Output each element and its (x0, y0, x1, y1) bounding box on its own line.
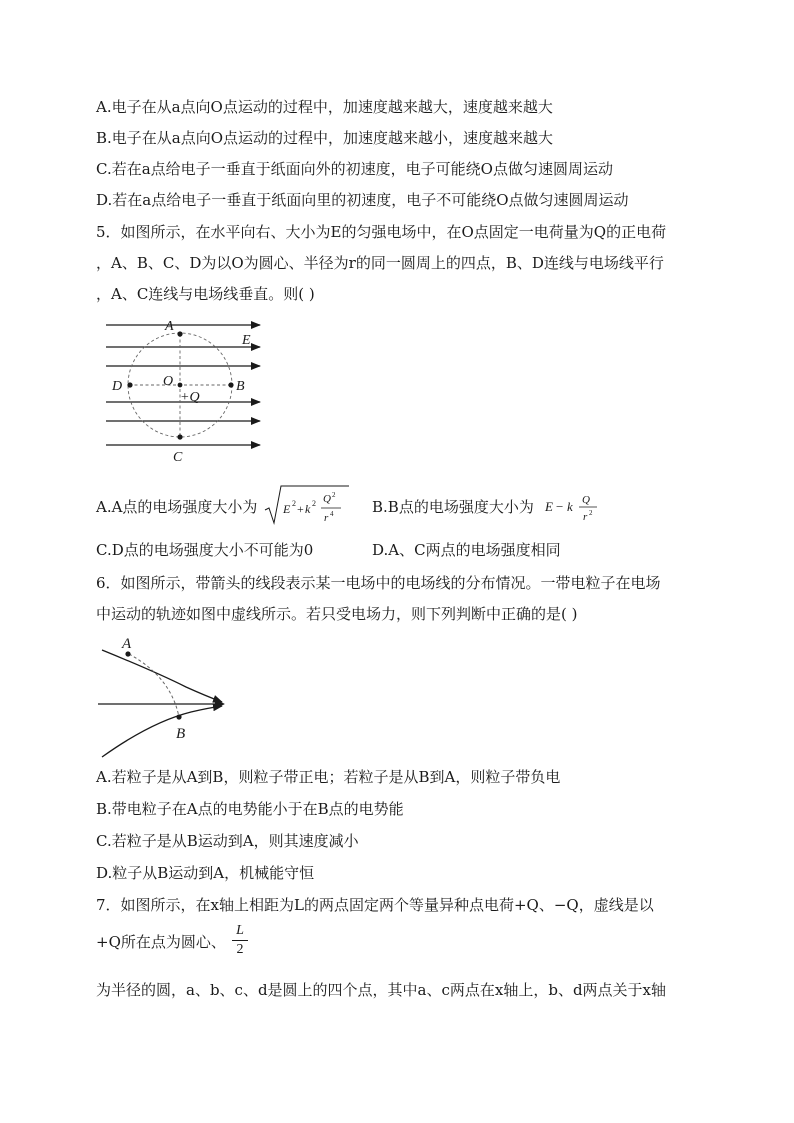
svg-text:E: E (283, 502, 291, 516)
field-line-upper (102, 650, 222, 702)
label-q: +Q (180, 390, 200, 405)
q5-option-d: D.A、C两点的电场强度相同 (372, 541, 561, 559)
q6-option-c: C.若粒子是从B运动到A，则其速度减小 (96, 832, 359, 850)
q4-option-b: B.电子在从a点向O点运动的过程中，加速度越来越小，速度越来越大 (96, 129, 554, 147)
q6-stem-line2: 中运动的轨迹如图中虚线所示。若只受电场力，则下列判断中正确的是( ) (96, 605, 578, 623)
q5-stem-line1: 5．如图所示，在水平向右、大小为E的匀强电场中，在O点固定一电荷量为Q的正电荷 (96, 223, 667, 241)
svg-text:k: k (567, 499, 573, 514)
point-d (127, 382, 132, 387)
label-a: A (165, 319, 174, 334)
svg-text:Q: Q (582, 494, 590, 506)
point-b (228, 382, 233, 387)
label-o: O (163, 374, 174, 389)
field-line-lower (102, 706, 222, 757)
q5-option-a-formula (263, 484, 353, 528)
fraction-numerator: L (232, 922, 248, 941)
svg-text:2: 2 (332, 491, 336, 499)
point-a (125, 651, 130, 656)
trajectory-dashed (129, 654, 179, 717)
label-e: E (242, 333, 251, 348)
q6-stem-line1: 6．如图所示，带箭头的线段表示某一电场中的电场线的分布情况。一带电粒子在电场 (96, 574, 661, 592)
q4-option-d: D.若在a点给电子一垂直于纸面向里的初速度，电子不可能绕O点做匀速圆周运动 (96, 191, 629, 209)
q5-figure (100, 315, 280, 465)
label-c: C (173, 450, 183, 465)
svg-text:2: 2 (312, 499, 316, 508)
svg-text:k: k (305, 502, 311, 516)
svg-text:r: r (324, 512, 329, 524)
fraction-denominator: 2 (236, 942, 244, 957)
svg-text:E: E (545, 499, 553, 514)
svg-text:−: − (556, 499, 564, 514)
q5-stem-line3: ，A、C连线与电场线垂直。则( ) (96, 285, 315, 303)
label-b: B (176, 726, 186, 742)
q6-figure (96, 632, 236, 762)
q7-fraction (232, 922, 248, 959)
q4-option-c: C.若在a点给电子一垂直于纸面向外的初速度，电子可能绕O点做匀速圆周运动 (96, 160, 613, 178)
svg-text:2: 2 (292, 499, 296, 508)
q4-option-a: A.电子在从a点向O点运动的过程中，加速度越来越大，速度越来越大 (96, 98, 553, 116)
q6-option-d: D.粒子从B运动到A，机械能守恒 (96, 864, 315, 882)
q5-option-c: C.D点的电场强度大小不可能为0 (96, 541, 314, 559)
q6-option-a: A.若粒子是从A到B，则粒子带正电；若粒子是从B到A，则粒子带负电 (96, 768, 561, 786)
q5-option-a-prefix: A.A点的电场强度大小为 (96, 498, 258, 516)
q7-stem-line1: 7．如图所示，在x轴上相距为L的两点固定两个等量异种点电荷+Q、−Q，虚线是以 (96, 896, 654, 914)
q7-stem-line3: 为半径的圆，a、b、c、d是圆上的四个点，其中a、c两点在x轴上，b、d两点关于x轴 (96, 981, 667, 999)
svg-text:r: r (583, 511, 588, 523)
q5-option-b-formula (545, 489, 605, 525)
q7-stem-line2: +Q所在点为圆心、 (96, 933, 226, 951)
q6-option-b: B.带电粒子在A点的电势能小于在B点的电势能 (96, 800, 404, 818)
svg-text:2: 2 (589, 509, 593, 517)
q5-option-b-prefix: B.B点的电场强度大小为 (372, 498, 534, 516)
point-b (176, 714, 181, 719)
point-o (178, 383, 183, 388)
label-d: D (112, 379, 123, 394)
svg-text:+: + (297, 502, 304, 516)
q5-stem-line2: ，A、B、C、D为以O为圆心、半径为r的同一圆周上的四点，B、D连线与电场线平行 (96, 254, 664, 272)
svg-text:Q: Q (323, 493, 331, 505)
point-a (177, 331, 182, 336)
svg-text:4: 4 (330, 510, 334, 518)
label-a: A (122, 636, 132, 652)
point-c (177, 434, 182, 439)
label-b: B (236, 379, 245, 394)
